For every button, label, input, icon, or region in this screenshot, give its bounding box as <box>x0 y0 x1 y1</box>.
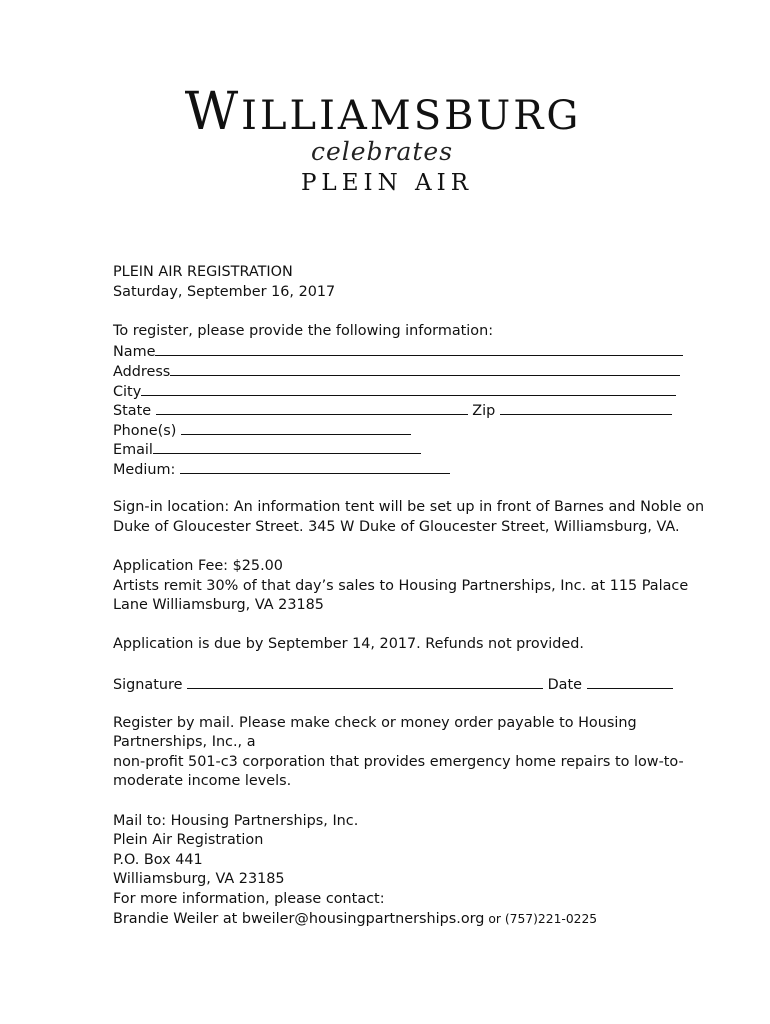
state-zip-field[interactable] <box>113 400 683 420</box>
contact-phone: or (757)221-0225 <box>484 911 598 926</box>
name-label: Name <box>113 344 156 361</box>
name-blank-line[interactable] <box>155 341 683 356</box>
due-date-notice: Application is due by September 14, 2017. Refunds not provided. <box>113 636 584 653</box>
medium-blank-line[interactable] <box>180 459 450 474</box>
form-title: PLEIN AIR REGISTRATION <box>113 264 293 280</box>
state-label: State <box>113 403 152 420</box>
registration-form <box>113 263 705 929</box>
phone-blank-line[interactable] <box>181 420 411 435</box>
phone-field[interactable] <box>113 420 683 440</box>
mail-instructions-line4: moderate income levels. <box>113 773 292 790</box>
logo-initial: W <box>184 82 242 142</box>
address-field[interactable] <box>113 361 683 381</box>
signature-blank-line[interactable] <box>187 674 543 689</box>
po-box-line: P.O. Box 441 <box>113 851 203 868</box>
form-intro: To register, please provide the following information: <box>113 322 494 339</box>
more-info-line: For more information, please contact: <box>113 891 385 907</box>
logo-wordmark-rest: ILLIAMSBURG <box>241 93 582 139</box>
email-blank-line[interactable] <box>153 439 421 454</box>
signature-label: Signature <box>113 677 183 694</box>
signin-location-line1: Sign-in location: An information tent will be set up in front of Barnes and Noble on <box>113 499 705 516</box>
zip-label: Zip <box>472 403 496 420</box>
date-label: Date <box>547 677 582 694</box>
mail-instructions-line3: non-profit 501-c3 corporation that provides emergency home repairs to low-to- <box>113 753 684 770</box>
email-field[interactable] <box>113 439 683 459</box>
state-blank-line[interactable] <box>156 400 468 415</box>
medium-field[interactable] <box>113 459 683 479</box>
contact-name-email: Brandie Weiler at bweiler@housingpartnerships.org <box>113 910 485 927</box>
mail-attention-line: Plein Air Registration <box>113 832 264 849</box>
zip-blank-line[interactable] <box>500 400 672 415</box>
application-fee: Application Fee: $25.00 <box>113 557 283 574</box>
mail-instructions-line2: Partnerships, Inc., a <box>113 734 256 751</box>
event-date: Saturday, September 16, 2017 <box>113 283 336 300</box>
email-label: Email <box>113 442 153 459</box>
williamsburg-plein-air-logo <box>0 82 770 198</box>
mail-to-line: Mail to: Housing Partnerships, Inc. <box>113 812 359 829</box>
city-blank-line[interactable] <box>141 381 676 396</box>
address-label: Address <box>113 363 171 380</box>
city-label: City <box>113 383 142 400</box>
city-field[interactable] <box>113 381 683 401</box>
phone-label: Phone(s) <box>113 422 177 439</box>
signin-location-line2: Duke of Gloucester Street. 345 W Duke of Gloucester Street, Williamsburg, VA. <box>113 518 680 535</box>
name-field[interactable] <box>113 341 683 361</box>
remit-line1: Artists remit 30% of that day’s sales to Housing Partnerships, Inc. at 115 Palace <box>113 577 689 594</box>
contact-line <box>113 910 683 930</box>
medium-label: Medium: <box>113 461 176 478</box>
logo-script-text: celebrates <box>310 137 454 166</box>
city-state-zip-line: Williamsburg, VA 23185 <box>113 871 285 888</box>
address-blank-line[interactable] <box>170 361 680 376</box>
logo-wordmark <box>0 82 768 142</box>
date-blank-line[interactable] <box>587 674 673 689</box>
signature-date-field[interactable] <box>113 674 683 694</box>
logo-subtitle: PLEIN AIR <box>300 170 474 196</box>
mail-instructions-line1: Register by mail. Please make check or money order payable to Housing <box>113 714 637 731</box>
remit-line2: Lane Williamsburg, VA 23185 <box>113 597 324 614</box>
